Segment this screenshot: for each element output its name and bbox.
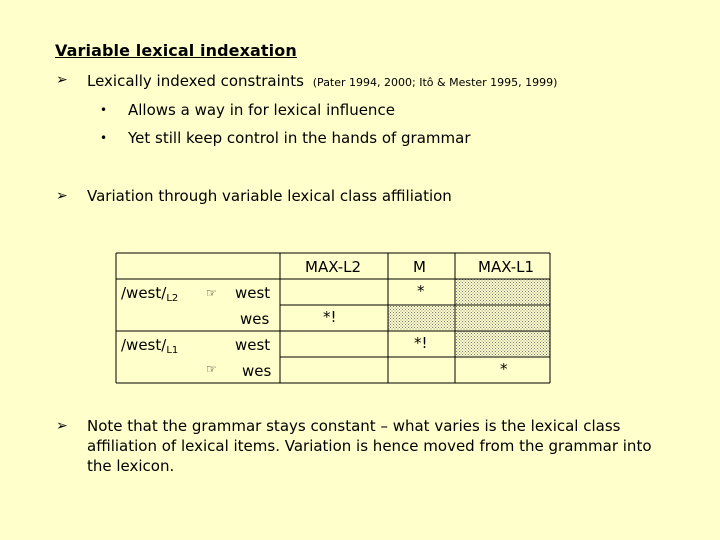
round-bullet-icon: •	[100, 103, 108, 117]
arrow-bullet-icon: ➢	[56, 72, 68, 88]
note-text: Note that the grammar stays constant – what varies is the lexical class affiliation of lexical items. Variation is hence moved from the grammar into the lexicon.	[87, 417, 652, 475]
violation-mark: *	[500, 360, 508, 378]
violation-mark: *!	[414, 334, 428, 352]
bullet-item-1: Allows a way in for lexical influence	[128, 101, 395, 119]
arrow-bullet-icon: ➢	[56, 418, 68, 434]
header-max-l1: MAX-L1	[478, 258, 535, 276]
candidate-west: west	[235, 336, 271, 354]
shaded-cell	[455, 305, 550, 330]
candidate-wes: wes	[242, 362, 272, 380]
header-max-l2: MAX-L2	[305, 258, 362, 276]
shaded-cell	[388, 305, 455, 330]
slide-title: Variable lexical indexation	[55, 41, 297, 60]
shaded-cell	[455, 331, 550, 356]
pointing-hand-icon: ☞	[206, 362, 217, 376]
point1-citation: (Pater 1994, 2000; Itô & Mester 1995, 1999)	[312, 76, 558, 89]
point1-label: Lexically indexed constraints	[87, 72, 304, 90]
violation-mark: *	[417, 282, 425, 300]
point2-text: Variation through variable lexical class affiliation	[87, 187, 452, 205]
shaded-cell	[455, 279, 550, 304]
candidate-wes: wes	[240, 310, 270, 328]
pointing-hand-icon: ☞	[206, 286, 217, 300]
input-west-l1: $/west/_{L1}$	[121, 336, 179, 356]
arrow-bullet-icon: ➢	[56, 188, 68, 204]
bullet-item-2: Yet still keep control in the hands of grammar	[128, 129, 471, 147]
input-west-l2: $/west/_{L2}$	[121, 284, 179, 304]
round-bullet-icon: •	[100, 131, 108, 145]
candidate-west: west	[235, 284, 271, 302]
violation-mark: *!	[323, 308, 337, 326]
header-m: M	[413, 258, 426, 276]
